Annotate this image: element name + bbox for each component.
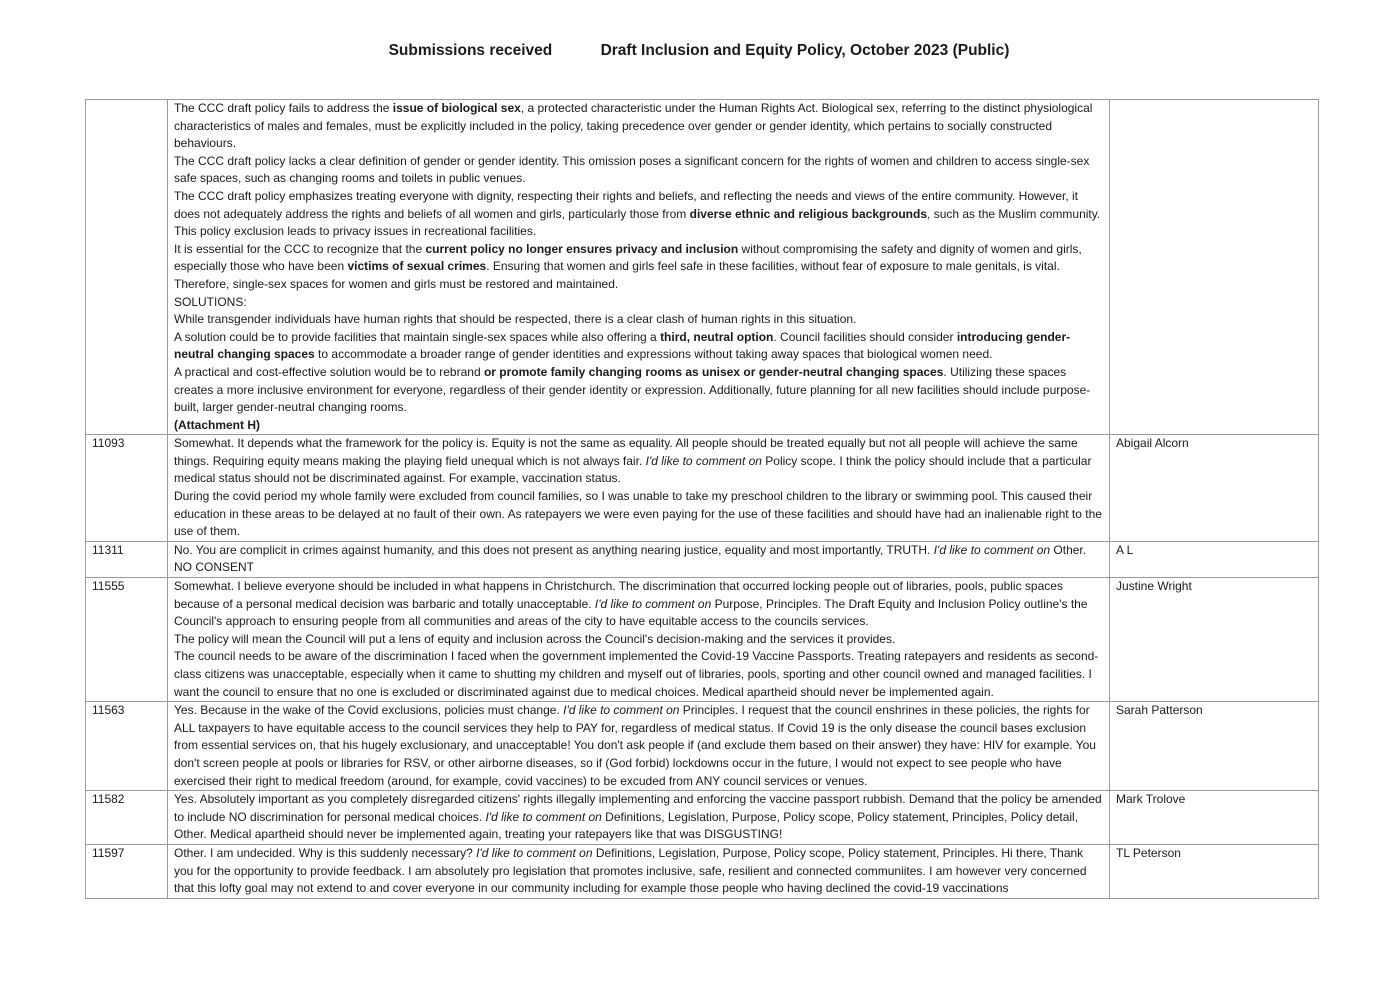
submission-text-cell	[168, 844, 1110, 898]
table-row	[86, 100, 1319, 435]
text-segment: Definitions, Legislation, Purpose, Policy scope, Policy statement, Principles. Hi there, Thank you for the opportunity to provide feedback. I am absolutely pro legislation that promotes inclusive, safe, resilient and connected communiites. I am however very concerned that this lofty goal may not extend to and cover everyone in our community including for example those people who having declined the covid-19 vaccinations	[174, 845, 1087, 896]
italic-text: I'd like to comment on	[476, 845, 593, 860]
text-segment: Somewhat. It depends what the framework for the policy is. Equity is not the same as equality. All people should be treated equally but not all people will achieve the same things. Requiring equity means making the playing field unequal which is not always fair.	[174, 436, 1078, 468]
submission-paragraph	[174, 578, 1103, 631]
submitter-name-cell: Abigail Alcorn	[1110, 435, 1319, 542]
submission-text-cell	[168, 435, 1110, 542]
text-segment: The CCC draft policy lacks a clear definition of gender or gender identity. This omission poses a significant concern for the rights of women and children to access single-sex safe spaces, such as changing rooms and toilets in public venues.	[174, 153, 1090, 186]
submission-paragraph	[174, 845, 1103, 898]
submitter-name-cell	[1110, 100, 1319, 435]
text-segment: Somewhat. I believe everyone should be included in what happens in Christchurch. The discrimination that occurred locking people out of libraries, pools, public spaces because of a personal medical decision was barbaric and totally unacceptable.	[174, 579, 1063, 611]
submitter-name-cell: A L	[1110, 541, 1319, 577]
bold-text: (Attachment H)	[174, 417, 260, 432]
table-row	[86, 702, 1319, 791]
submission-paragraph	[174, 488, 1103, 541]
text-segment: Principles. I request that the council enshrines in these policies, the rights for ALL taxpayers to have equitable access to the council services they help to PAY for, regardless of medical status. If Covid 19 is the only disease the council bases exclusion from essential services on, that his hugely exclusionary, and unacceptable! You don't ask people if (and exclude them based on their answer) they have: HIV for example. You don't screen people at pools or libraries for RSV, or other airborne diseases, so if (God forbid) lockdowns occur in the future, I would not expect to see people who have exercised their right to medical freedom (around, for example, covid vaccines) to be excuded from ANY council services or venues.	[174, 703, 1096, 788]
submitter-name-cell: TL Peterson	[1110, 844, 1319, 898]
italic-text: I'd like to comment on	[933, 542, 1051, 557]
submission-paragraph	[174, 791, 1103, 844]
bold-text: issue of biological sex	[392, 101, 521, 115]
text-segment: Purpose, Principles. The Draft Equity and Inclusion Policy outline's the Council's approach to ensuring people from all communities and areas of the city to have equitable access to the councils services.	[174, 596, 1088, 629]
submissions-table	[85, 99, 1319, 899]
italic-text: I'd like to comment on	[645, 453, 762, 468]
table-row	[86, 541, 1319, 577]
submission-paragraph	[174, 364, 1103, 417]
submission-paragraph	[174, 329, 1103, 364]
text-segment: While transgender individuals have human rights that should be respected, there is a clear clash of human rights in this situation.	[174, 312, 857, 327]
submission-id-cell	[86, 100, 168, 435]
text-segment: Other. NO CONSENT	[174, 542, 1087, 575]
text-segment: No. You are complicit in crimes against humanity, and this does not present as anything nearing justice, equality and most importantly, TRUTH.	[174, 542, 934, 557]
submission-paragraph	[174, 648, 1103, 701]
submission-text-cell	[168, 541, 1110, 577]
text-segment: SOLUTIONS:	[174, 294, 247, 309]
bold-text: introducing gender-neutral changing spaces	[174, 329, 1071, 362]
submission-paragraph	[174, 311, 1103, 329]
text-segment: The CCC draft policy fails to address the	[174, 101, 393, 115]
submission-paragraph	[174, 417, 1103, 435]
bold-text: or promote family changing rooms as unisex or gender-neutral changing spaces	[483, 364, 944, 379]
text-segment: Definitions, Legislation, Purpose, Policy scope, Policy statement, Principles, Policy detail, Other. Medical apartheid should never be implemented again, treating your ratepayers like that was DISGUSTING!	[174, 809, 1079, 842]
italic-text: I'd like to comment on	[485, 809, 602, 824]
text-segment: It is essential for the CCC to recognize that the	[174, 241, 426, 256]
text-segment: . Council facilities should consider	[773, 329, 957, 344]
header-title: Submissions received	[388, 42, 553, 59]
submission-text-cell	[168, 100, 1110, 435]
text-segment: A solution could be to provide facilities that maintain single-sex spaces while also offering a	[174, 329, 661, 344]
table-row	[86, 791, 1319, 845]
submission-text-cell	[168, 702, 1110, 791]
submission-id-cell: 11563	[86, 702, 168, 791]
text-segment: without compromising the safety and dignity of women and girls, especially those who have been	[174, 241, 1082, 274]
text-segment: , such as the Muslim community. This policy exclusion leads to privacy issues in recreational facilities.	[174, 206, 1101, 239]
submission-id-cell: 11555	[86, 578, 168, 702]
text-segment: Policy scope. I think the policy should include that a particular medical status should not be discriminated against. For example, vaccination status.	[174, 453, 1092, 486]
bold-text: third, neutral option	[660, 329, 774, 344]
page-header	[0, 42, 1398, 60]
submission-id-cell: 11093	[86, 435, 168, 542]
bold-text: current policy no longer ensures privacy and inclusion	[425, 241, 739, 256]
submitter-name-cell: Justine Wright	[1110, 578, 1319, 702]
submission-paragraph	[174, 631, 1103, 649]
bold-text: victims of sexual crimes	[347, 259, 487, 274]
submission-paragraph	[174, 241, 1103, 294]
submitter-name-cell: Mark Trolove	[1110, 791, 1319, 845]
submission-paragraph	[174, 435, 1103, 488]
table-row	[86, 844, 1319, 898]
text-segment: During the covid period my whole family were excluded from council families, so I was unable to take my preschool children to the library or swimming pool. This caused their education in these areas to be delayed at no fault of their own. As ratepayers we were even paying for the use of these facilities and should have had an inalienable right to the use of them.	[174, 489, 1102, 539]
submission-text-cell	[168, 578, 1110, 702]
submission-id-cell: 11597	[86, 844, 168, 898]
submission-paragraph	[174, 542, 1103, 577]
submission-paragraph	[174, 188, 1103, 241]
text-segment: Yes. Because in the wake of the Covid exclusions, policies must change.	[174, 703, 564, 718]
text-segment: , a protected characteristic under the Human Rights Act. Biological sex, referring to the distinct physiological characteristics of males and females, must be explicitly included in the policy, taking precedence over gender or gender identity, which pertains to socially constructed behaviours.	[174, 101, 1093, 151]
bold-text: diverse ethnic and religious backgrounds	[689, 206, 928, 221]
text-segment: A practical and cost-effective solution would be to rebrand	[174, 364, 484, 379]
submission-text-cell	[168, 791, 1110, 845]
text-segment: . Utilizing these spaces creates a more inclusive environment for everyone, regardless of their gender identity or expression. Additionally, future planning for all new facilities should include purpose-built, larger gender-neutral changing rooms.	[174, 364, 1091, 415]
italic-text: I'd like to comment on	[594, 596, 712, 611]
table-row	[86, 578, 1319, 702]
submitter-name-cell: Sarah Patterson	[1110, 702, 1319, 791]
italic-text: I'd like to comment on	[563, 703, 680, 718]
text-segment: The policy will mean the Council will put a lens of equity and inclusion across the Council's decision-making and the services it provides.	[174, 631, 896, 646]
text-segment: to accommodate a broader range of gender identities and expressions without taking away spaces that biological women need.	[314, 347, 993, 362]
text-segment: Other. I am undecided. Why is this suddenly necessary?	[174, 845, 477, 860]
text-segment: The council needs to be aware of the discrimination I faced when the government implemented the Covid-19 Vaccine Passports. Treating ratepayers and residents as second-class citizens was unacceptable, especially when it came to shutting my children and myself out of libraries, pools, sporting and other council owned and managed facilities. I want the council to ensure that no one is excluded or discriminated against due to medical choices. Medical apartheid should never be implemented again.	[174, 649, 1099, 699]
submission-id-cell: 11311	[86, 541, 168, 577]
submission-paragraph	[174, 294, 1103, 312]
document-title: Draft Inclusion and Equity Policy, October 2023 (Public)	[600, 42, 1010, 59]
submissions-table-body	[86, 100, 1319, 899]
text-segment: The CCC draft policy emphasizes treating everyone with dignity, respecting their rights and beliefs, and reflecting the needs and views of the entire community. However, it does not adequately address the rights and beliefs of all women and girls, particularly those from	[174, 188, 1079, 221]
submission-paragraph	[174, 702, 1103, 790]
text-segment: Yes. Absolutely important as you completely disregarded citizens' rights illegally implementing and enforcing the vaccine passport rubbish. Demand that the policy be amended to include NO discrimination for personal medical choices.	[174, 792, 1102, 824]
table-row	[86, 435, 1319, 542]
submission-paragraph	[174, 100, 1103, 153]
submission-paragraph	[174, 153, 1103, 188]
submission-id-cell: 11582	[86, 791, 168, 845]
text-segment: . Ensuring that women and girls feel safe in these facilities, without fear of exposure to male genitals, is vital. Therefore, single-sex spaces for women and girls must be restored and maintained.	[174, 259, 1060, 291]
